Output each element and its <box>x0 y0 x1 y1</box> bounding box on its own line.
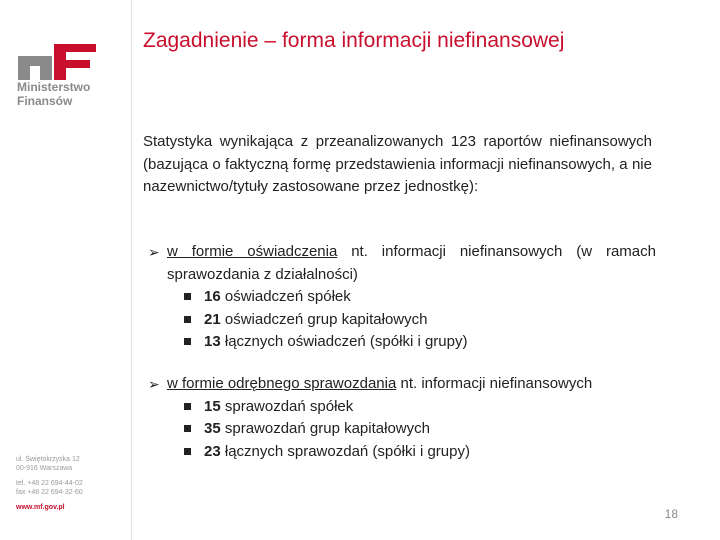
list-item <box>184 418 656 441</box>
arrow-bullet-icon: ➢ <box>148 244 160 260</box>
item-text: sprawozdań grup kapitałowych <box>220 420 430 437</box>
list-item <box>184 286 656 309</box>
website-link[interactable]: www.mf.gov.pl <box>16 504 65 511</box>
address <box>16 455 80 473</box>
address-street: ul. Świętokrzyska 12 <box>16 456 80 463</box>
square-bullet-icon <box>184 316 191 323</box>
square-bullet-icon <box>184 425 191 432</box>
item-text: oświadczeń grup kapitałowych <box>220 310 428 328</box>
sidebar-divider <box>131 0 132 540</box>
item-count: 35 <box>204 420 221 437</box>
ministry-logo-icon <box>16 42 98 82</box>
square-bullet-icon <box>184 403 191 410</box>
logo-line-1: Ministerstwo <box>17 80 91 94</box>
heading-rest: nt. informacji niefinansowych (w ramach sprawozdania z działalności) <box>167 243 656 283</box>
logo-text <box>17 80 90 108</box>
intro-paragraph: Statystyka wynikająca z przeanalizowanych 123 raportów niefinansowych (bazująca o faktyczną formę przedstawienia informacji niefinansowych, a nie nazewnictwo/tytuły zastosowane przez jednostkę): <box>143 133 652 195</box>
item-count: 23 <box>204 442 221 460</box>
slide-title: Zagadnienie – forma informacji niefinansowej <box>143 29 565 52</box>
item-text: łącznych sprawozdań (spółki i grupy) <box>220 442 470 460</box>
list-item <box>184 396 656 419</box>
logo-line-2: Finansów <box>17 94 73 108</box>
list-item <box>184 309 656 332</box>
square-bullet-icon <box>184 293 191 300</box>
address-city: 00-916 Warszawa <box>16 465 73 472</box>
heading-underlined: w formie oświadczenia <box>167 243 338 260</box>
heading-underlined: w formie odrębnego sprawozdania <box>167 375 397 392</box>
page-number: 18 <box>664 507 678 521</box>
fax: fax +48 22 694-32-60 <box>16 489 83 496</box>
section-heading <box>148 241 656 286</box>
item-text: łącznych oświadczeń (spółki i grupy) <box>220 333 468 350</box>
report-list <box>184 396 656 464</box>
sidebar <box>0 0 130 540</box>
item-count: 13 <box>204 333 221 350</box>
item-text: sprawozdań spółek <box>220 397 354 415</box>
item-text: oświadczeń spółek <box>220 288 351 305</box>
list-item <box>184 441 656 464</box>
section-heading <box>148 373 656 396</box>
heading-rest: nt. informacji niefinansowych <box>396 375 593 392</box>
statement-list <box>184 286 656 354</box>
section-reports <box>148 373 656 463</box>
arrow-bullet-icon: ➢ <box>148 376 160 392</box>
contact <box>16 479 83 497</box>
square-bullet-icon <box>184 448 191 455</box>
item-count: 21 <box>204 310 221 328</box>
phone: tel. +48 22 694-44-02 <box>16 480 83 487</box>
list-item <box>184 331 656 354</box>
square-bullet-icon <box>184 338 191 345</box>
section-statements <box>148 241 656 354</box>
item-count: 16 <box>204 288 221 305</box>
item-count: 15 <box>204 397 221 415</box>
